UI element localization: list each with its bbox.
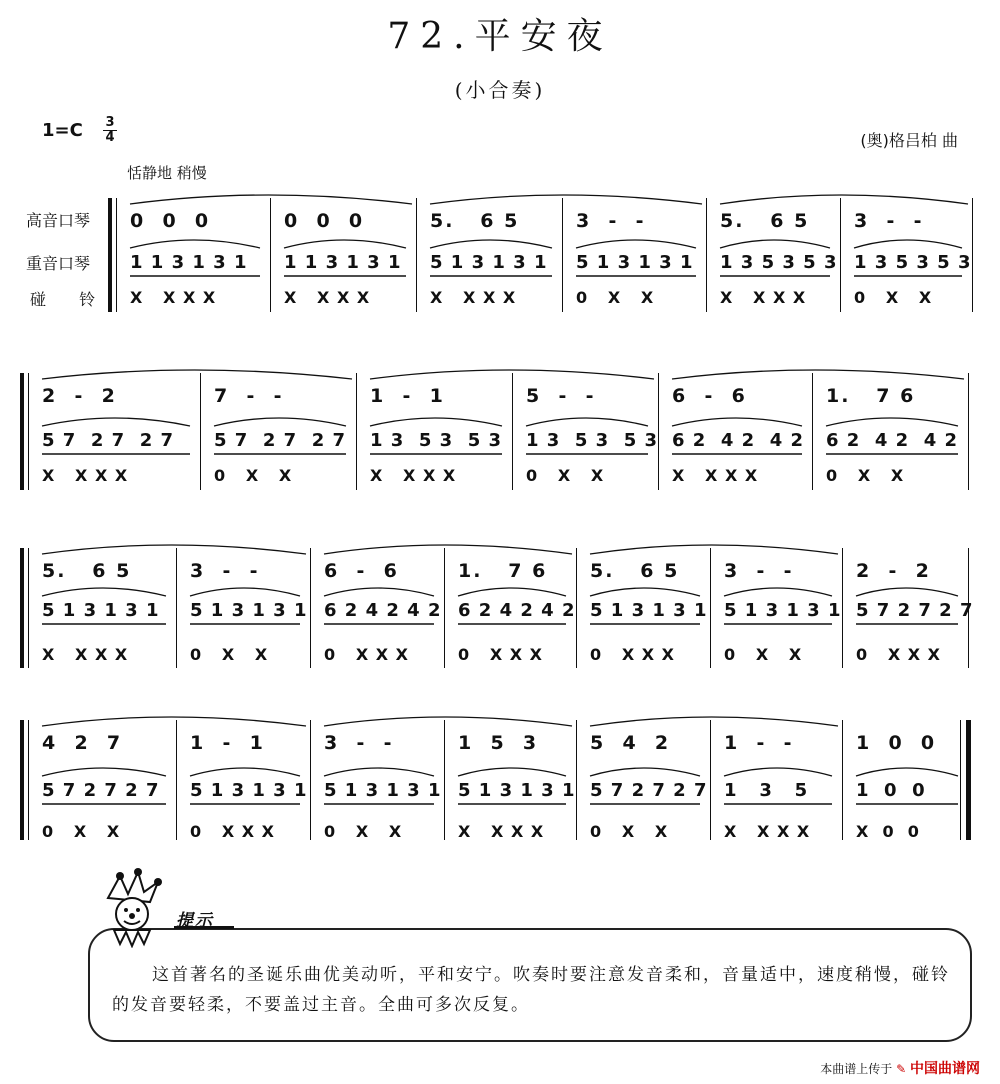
phrase-slur [590, 717, 838, 726]
tenor-measure: 5 7 2 7 2 7 [856, 600, 974, 621]
bells-measure: 0 X X X [458, 645, 543, 664]
key-signature: 1=C [42, 120, 83, 141]
bells-measure: X X X X [370, 466, 457, 485]
tenor-measure: 1 3 5 3 5 3 [854, 252, 972, 273]
bells-measure: X X X X [42, 645, 129, 664]
bells-measure: 0 X X [42, 822, 121, 841]
phrase-slur [42, 717, 306, 726]
tenor-measure: 6 2 4 2 4 2 [458, 600, 576, 621]
treble-measure: 2 - 2 [42, 385, 117, 407]
treble-measure: 1 - 1 [190, 732, 265, 754]
tenor-measure: 6 2 4 2 4 2 [826, 430, 959, 451]
slur [724, 768, 832, 776]
bells-measure: 0 X X X [190, 822, 275, 841]
treble-measure: 3 - - [724, 560, 794, 582]
tenor-measure: 5 7 2 7 2 7 [590, 780, 708, 801]
bells-measure: X X X X [430, 288, 517, 307]
bells-measure: 0 X X [324, 822, 403, 841]
treble-measure: 1 5 3 [458, 732, 539, 754]
slur [42, 768, 166, 776]
bells-measure: X X X X [42, 466, 129, 485]
bells-measure: X X X X [284, 288, 371, 307]
treble-measure: 6 - 6 [672, 385, 747, 407]
part-label-treble: 高音口琴 [26, 211, 91, 230]
tenor-measure: 1 3 5 3 5 3 [370, 430, 503, 451]
bells-measure: 0 X X [724, 645, 803, 664]
treble-measure: 3 - - [576, 210, 646, 232]
treble-measure: 1 0 0 [856, 732, 937, 754]
tenor-measure: 1 3 5 3 5 3 [720, 252, 838, 273]
treble-measure: 0 0 0 [284, 210, 365, 232]
tip-label-underline [174, 926, 234, 929]
bells-measure: 0 X X [576, 288, 655, 307]
tenor-measure: 5 7 2 7 2 7 [42, 780, 160, 801]
treble-measure: 2 - 2 [856, 560, 931, 582]
bells-measure: X X X X [458, 822, 545, 841]
treble-measure: 0 0 0 [130, 210, 211, 232]
bells-measure: 0 X X [190, 645, 269, 664]
page-title: 72.平安夜 [387, 16, 613, 57]
footer-brand[interactable]: 中国曲谱网 [910, 1061, 980, 1077]
footer-prefix: 本曲谱上传于 [820, 1062, 893, 1076]
page-subtitle: (小合奏) [454, 78, 546, 102]
treble-measure: 4 2 7 [42, 732, 123, 754]
time-bottom: 4 [103, 130, 117, 145]
treble-measure: 5. 6 5 [720, 210, 810, 232]
bells-measure: 0 X X X [590, 645, 675, 664]
tenor-measure: 1 3 5 3 5 3 [526, 430, 659, 451]
tenor-measure: 6 2 4 2 4 2 [672, 430, 805, 451]
bells-measure: 0 X X [214, 466, 293, 485]
time-top: 3 [105, 115, 115, 130]
treble-measure: 3 - - [324, 732, 394, 754]
tip-label: 提示 [176, 911, 214, 931]
tip-text: 这首著名的圣诞乐曲优美动听，平和安宁。吹奏时要注意发音柔和，音量适中，速度稍慢，碰铃的发音要轻柔，不要盖过主音。全曲可多次反复。 [112, 965, 950, 1015]
slur [458, 768, 566, 776]
bells-measure: X X X X [720, 288, 807, 307]
treble-measure: 1. 7 6 [458, 560, 548, 582]
part-label-tenor: 重音口琴 [26, 254, 91, 273]
slur [324, 768, 434, 776]
bells-measure: X X X X [724, 822, 811, 841]
bells-measure: 0 X X [854, 288, 933, 307]
bells-measure: 0 X X [526, 466, 605, 485]
tenor-measure: 5 1 3 1 3 1 [324, 780, 442, 801]
treble-measure: 1 - - [724, 732, 794, 754]
treble-measure: 5 4 2 [590, 732, 671, 754]
bells-measure: 0 X X X [324, 645, 409, 664]
treble-measure: 5. 6 5 [42, 560, 132, 582]
phrase-slur [324, 717, 572, 726]
tenor-measure: 5 1 3 1 3 1 [724, 600, 842, 621]
composer-credit: (奥)格吕柏 曲 [860, 131, 958, 150]
tenor-measure: 1 3 5 [724, 780, 809, 801]
jester-clown-icon [98, 868, 168, 948]
treble-measure: 5 - - [526, 385, 596, 407]
bells-measure: 0 X X X [856, 645, 941, 664]
tenor-measure: 5 7 2 7 2 7 [42, 430, 175, 451]
tenor-measure: 5 1 3 1 3 1 [42, 600, 160, 621]
tenor-measure: 5 1 3 1 3 1 [430, 252, 548, 273]
treble-measure: 5. 6 5 [430, 210, 520, 232]
treble-measure: 1 - 1 [370, 385, 445, 407]
footer-credit [820, 1058, 980, 1078]
treble-measure: 3 - - [854, 210, 924, 232]
part-label-bells: 碰 铃 [30, 290, 110, 309]
tenor-measure: 5 1 3 1 3 1 [190, 600, 308, 621]
footer-logo-icon: ✎ [896, 1062, 907, 1076]
tenor-measure: 5 1 3 1 3 1 [458, 780, 576, 801]
tenor-measure: 1 1 3 1 3 1 [130, 252, 248, 273]
treble-measure: 3 - - [190, 560, 260, 582]
treble-measure: 7 - - [214, 385, 284, 407]
tempo-marking: 恬静地 稍慢 [127, 164, 207, 182]
bells-measure: X 0 0 [856, 822, 920, 841]
tenor-measure: 5 1 3 1 3 1 [576, 252, 694, 273]
tenor-measure: 5 7 2 7 2 7 [214, 430, 347, 451]
tenor-measure: 5 1 3 1 3 1 [590, 600, 708, 621]
bells-measure: 0 X X [826, 466, 905, 485]
treble-measure: 1. 7 6 [826, 385, 916, 407]
bells-measure: 0 X X [590, 822, 669, 841]
slur [856, 768, 958, 776]
slur [190, 768, 300, 776]
tenor-measure: 6 2 4 2 4 2 [324, 600, 442, 621]
tenor-measure: 1 1 3 1 3 1 [284, 252, 402, 273]
tenor-measure: 1 0 0 [856, 780, 926, 801]
treble-measure: 5. 6 5 [590, 560, 680, 582]
bells-measure: X X X X [672, 466, 759, 485]
bells-measure: X X X X [130, 288, 217, 307]
slur [590, 768, 700, 776]
treble-measure: 6 - 6 [324, 560, 399, 582]
tenor-measure: 5 1 3 1 3 1 [190, 780, 308, 801]
